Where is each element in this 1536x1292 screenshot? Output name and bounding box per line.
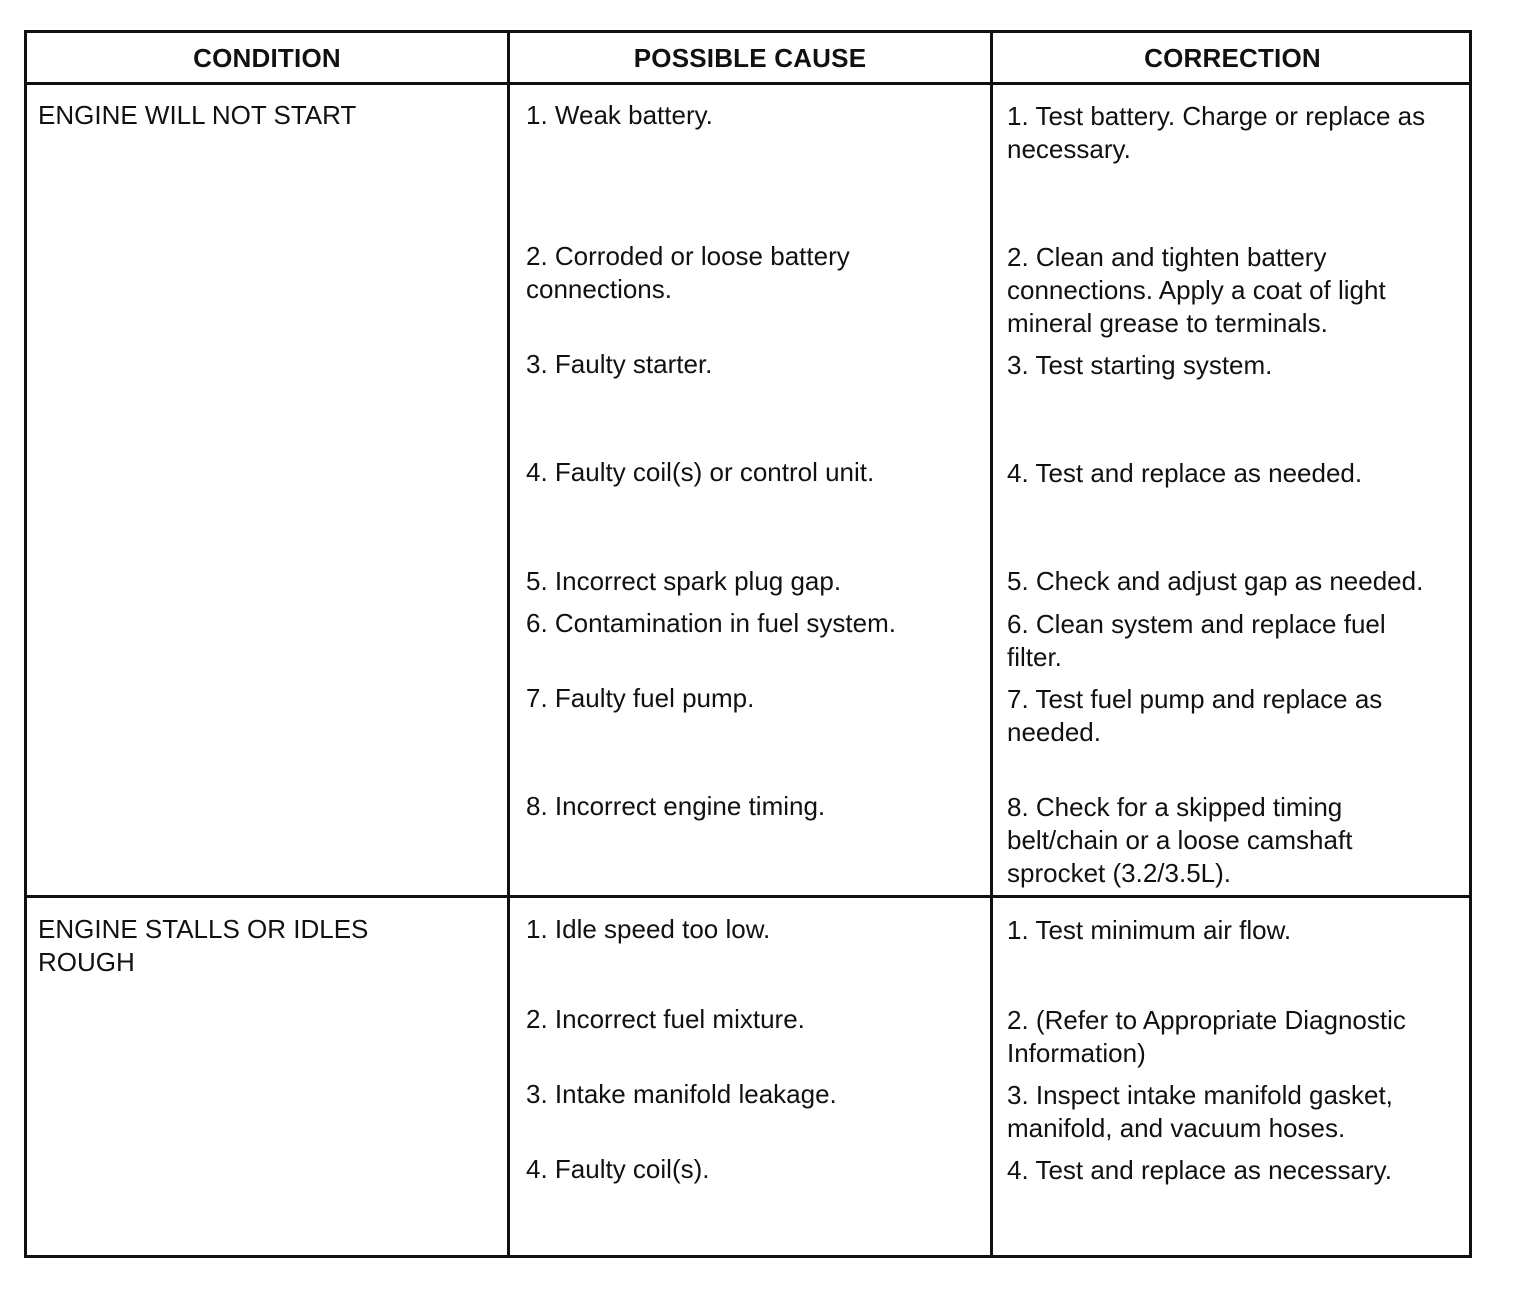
header-correction: CORRECTION [1144, 42, 1321, 73]
cause-cell: 2. Corroded or loose battery connections. [526, 241, 857, 304]
correction-cell: 6. Clean system and replace fuel filter. [1007, 609, 1393, 672]
cause-cell: 3. Intake manifold leakage. [526, 1079, 837, 1109]
cause-cell: 5. Incorrect spark plug gap. [526, 566, 842, 596]
correction-cell: 7. Test fuel pump and replace as needed. [1007, 684, 1390, 747]
cause-cell: 8. Incorrect engine timing. [526, 791, 826, 821]
cause-cell: 6. Contamination in fuel system. [526, 608, 896, 638]
correction-cell: 2. Clean and tighten battery connections. Apply a coat of light mineral grease to terminals. [1007, 242, 1393, 338]
condition-engine-stalls-or-idles-rough: ENGINE STALLS OR IDLES ROUGH [38, 914, 376, 977]
section-divider [27, 895, 1469, 898]
cause-cell: 4. Faulty coil(s) or control unit. [526, 457, 875, 487]
header-possible-cause: POSSIBLE CAUSE [633, 42, 867, 73]
condition-engine-will-not-start: ENGINE WILL NOT START [38, 100, 357, 130]
column-divider [507, 33, 510, 1255]
cause-cell: 4. Faulty coil(s). [526, 1154, 710, 1184]
cause-cell: 2. Incorrect fuel mixture. [526, 1004, 805, 1034]
correction-cell: 8. Check for a skipped timing belt/chain or a loose camshaft sprocket (3.2/3.5L). [1007, 792, 1360, 888]
correction-cell: 4. Test and replace as necessary. [1007, 1155, 1392, 1185]
correction-cell: 3. Inspect intake manifold gasket, manifold, and vacuum hoses. [1007, 1080, 1401, 1143]
correction-cell: 2. (Refer to Appropriate Diagnostic Information) [1007, 1005, 1414, 1068]
header-condition: CONDITION [193, 42, 341, 73]
cause-cell: 7. Faulty fuel pump. [526, 683, 755, 713]
correction-cell: 1. Test battery. Charge or replace as necessary. [1007, 101, 1433, 164]
cause-cell: 1. Weak battery. [526, 100, 713, 130]
correction-cell: 5. Check and adjust gap as needed. [1007, 566, 1424, 596]
correction-cell: 1. Test minimum air flow. [1007, 915, 1292, 945]
correction-cell: 4. Test and replace as needed. [1007, 458, 1363, 488]
column-divider [990, 33, 993, 1255]
cause-cell: 1. Idle speed too low. [526, 914, 771, 944]
troubleshooting-table [24, 30, 1472, 1258]
correction-cell: 3. Test starting system. [1007, 350, 1273, 380]
cause-cell: 3. Faulty starter. [526, 349, 713, 379]
